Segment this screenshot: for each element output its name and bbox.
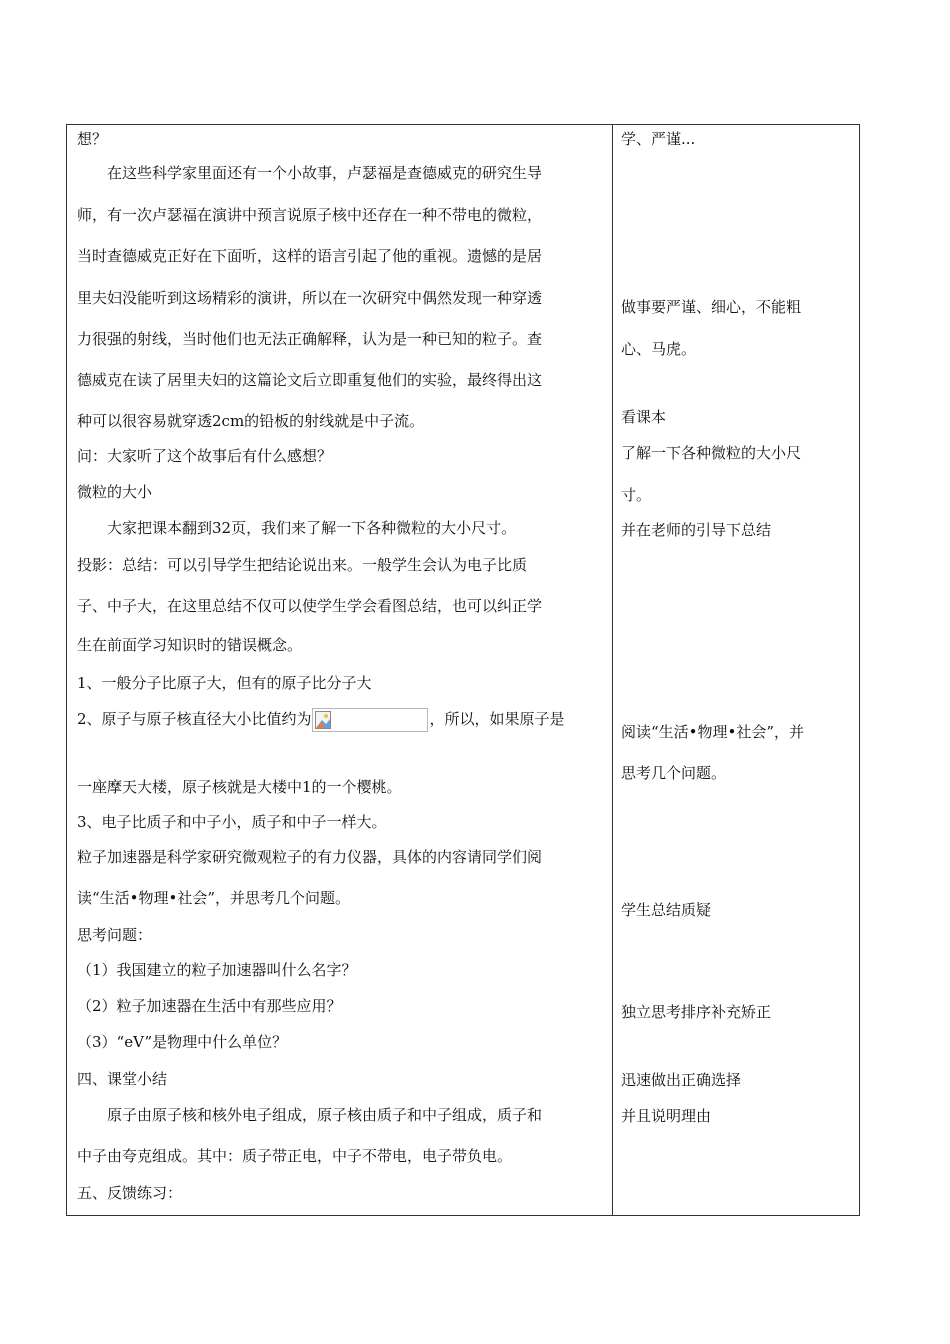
left-line: 里夫妇没能听到这场精彩的演讲，所以在一次研究中偶然发现一种穿透 bbox=[77, 289, 543, 307]
left-line: 想？ bbox=[77, 130, 108, 148]
right-line: 寸。 bbox=[621, 486, 652, 504]
left-line: 思考问题： bbox=[77, 926, 153, 944]
broken-image-icon bbox=[312, 708, 428, 732]
left-line: 生在前面学习知识时的错误概念。 bbox=[77, 636, 303, 654]
right-line: 阅读“生活•物理•社会”，并 bbox=[621, 723, 805, 741]
right-line: 学生总结质疑 bbox=[621, 901, 712, 919]
question-item: （1）我国建立的粒子加速器叫什么名字？ bbox=[77, 961, 357, 979]
question-item: （2）粒子加速器在生活中有那些应用？ bbox=[77, 997, 342, 1015]
column-divider bbox=[612, 125, 613, 1215]
left-line: 师，有一次卢瑟福在演讲中预言说原子核中还存在一种不带电的微粒， bbox=[77, 206, 543, 224]
left-line: 问：大家听了这个故事后有什么感想？ bbox=[77, 447, 333, 465]
left-line: 力很强的射线，当时他们也无法正确解释，认为是一种已知的粒子。查 bbox=[77, 330, 543, 348]
left-line: 中子由夸克组成。其中：质子带正电，中子不带电，电子带负电。 bbox=[77, 1147, 513, 1165]
left-line: 原子由原子核和核外电子组成，原子核由质子和中子组成，质子和 bbox=[107, 1106, 543, 1124]
image-placeholder-icon bbox=[315, 711, 331, 729]
lesson-table bbox=[66, 124, 860, 1216]
left-line: 子、中子大，在这里总结不仅可以使学生学会看图总结，也可以纠正学 bbox=[77, 597, 543, 615]
right-line: 心、马虎。 bbox=[621, 340, 697, 358]
left-line-part: 2、原子与原子核直径大小比值约为 bbox=[77, 710, 312, 728]
right-line: 并且说明理由 bbox=[621, 1107, 712, 1125]
section-heading: 微粒的大小 bbox=[77, 483, 153, 501]
left-line: 投影：总结：可以引导学生把结论说出来。一般学生会认为电子比质 bbox=[77, 556, 528, 574]
left-line-part: ，所以，如果原子是 bbox=[429, 710, 565, 728]
right-line: 了解一下各种微粒的大小尺 bbox=[621, 444, 802, 462]
right-line: 做事要严谨、细心，不能粗 bbox=[621, 298, 802, 316]
left-line: 1、一般分子比原子大，但有的原子比分子大 bbox=[77, 674, 372, 692]
section-heading: 五、反馈练习： bbox=[77, 1184, 183, 1202]
right-line: 独立思考排序补充矫正 bbox=[621, 1003, 772, 1021]
section-heading: 四、课堂小结 bbox=[77, 1070, 168, 1088]
left-line: 一座摩天大楼，原子核就是大楼中1的一个樱桃。 bbox=[77, 778, 402, 796]
left-line: 粒子加速器是科学家研究微观粒子的有力仪器，具体的内容请同学们阅 bbox=[77, 848, 543, 866]
left-line: 读“生活•物理•社会”，并思考几个问题。 bbox=[77, 889, 351, 907]
left-line: 在这些科学家里面还有一个小故事，卢瑟福是查德威克的研究生导 bbox=[107, 164, 543, 182]
right-line: 思考几个问题。 bbox=[621, 764, 727, 782]
right-line: 学、严谨... bbox=[621, 130, 696, 148]
left-line: 种可以很容易就穿透2cm的铅板的射线就是中子流。 bbox=[77, 412, 425, 430]
right-line: 看课本 bbox=[621, 408, 667, 426]
question-item: （3）“eV”是物理中什么单位？ bbox=[77, 1033, 288, 1051]
left-line: 当时查德威克正好在下面听，这样的语言引起了他的重视。遗憾的是居 bbox=[77, 247, 543, 265]
left-line: 大家把课本翻到32页，我们来了解一下各种微粒的大小尺寸。 bbox=[107, 519, 517, 537]
left-line: 德威克在读了居里夫妇的这篇论文后立即重复他们的实验，最终得出这 bbox=[77, 371, 543, 389]
right-line: 并在老师的引导下总结 bbox=[621, 521, 772, 539]
left-line-with-image bbox=[77, 708, 565, 732]
left-line: 3、电子比质子和中子小，质子和中子一样大。 bbox=[77, 813, 387, 831]
right-line: 迅速做出正确选择 bbox=[621, 1071, 742, 1089]
